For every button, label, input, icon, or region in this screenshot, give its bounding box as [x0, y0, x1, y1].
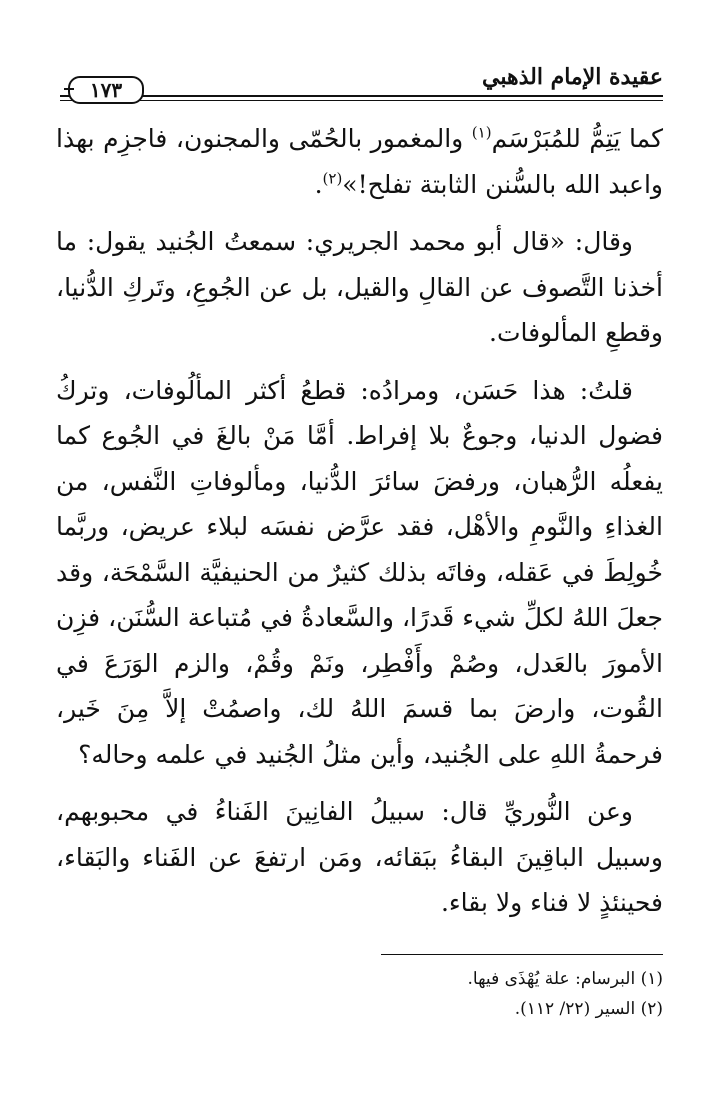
- header-rule-thin: [60, 100, 663, 101]
- main-text: [56, 116, 663, 926]
- header-rule: [60, 95, 663, 97]
- paragraph-text: والمغمور بالحُمّى والمجنون، فاجزِم بهذا واعبد الله بالسُّنن الثابتة تفلح!»: [56, 124, 663, 199]
- page-number-badge: [68, 76, 144, 104]
- footnotes: [120, 964, 663, 1024]
- book-title: عقيدة الإمام الذهبي: [482, 64, 663, 90]
- running-header: [60, 62, 663, 104]
- footnote-ref-1: (١): [471, 123, 492, 142]
- footnote-separator: [381, 954, 663, 955]
- paragraph-3: [56, 368, 663, 778]
- footnote-2: (٢) السير (٢٢/ ١١٢).: [514, 999, 663, 1019]
- footnote-1: (١) البرسام: علة يُهْذَى فيها.: [467, 969, 663, 989]
- paragraph-text: كما يَتِمُّ للمُبَرْسَم: [491, 124, 664, 153]
- footnote-ref-2: (٢): [322, 169, 343, 188]
- paragraph-4: [56, 789, 663, 926]
- paragraph-1: [56, 116, 663, 207]
- paragraph-2: [56, 219, 663, 356]
- paragraph-text: .: [314, 169, 323, 199]
- page-number: ١٧٣: [89, 78, 123, 102]
- paragraph-text: قلتُ: هذا حَسَن، ومرادُه: قطعُ أكثر المألُوفات، وتركُ فضول الدنيا، وجوعٌ بلا إفراط. أمَّا مَنْ بالغَ في الجُوع كما يفعلُه الرُّهبان، ورفضَ سائرَ الدُّنيا، ومألوفاتِ النَّفس، من الغذاءِ والنَّومِ والأهْل، فقد عرَّض نفسَه لبلاء عريض، وربَّما خُولِطَ في عَقله، وفاتَه بذلك كثيرٌ من الحنيفيَّة السَّمْحَة، وقد جعلَ اللهُ لكلِّ شيء قَدرًا، والسَّعادةُ في مُتباعة السُّنَن، فزِن الأمورَ بالعَدل، وصُمْ وأَفْطِر، ونَمْ وقُمْ، والزم الوَرَعَ في القُوت، وارضَ بما قسمَ اللهُ لك، واصمُتْ إلاَّ مِنَ خَير، فرحمةُ اللهِ على الجُنيد، وأين مثلُ الجُنيد في علمه وحاله؟: [56, 375, 663, 769]
- paragraph-text: وقال: «قال أبو محمد الجريري: سمعتُ الجُنيد يقول: ما أخذنا التَّصوف عن القالِ والقيل، بل عن الجُوعِ، وتَركِ الدُّنيا، وقطعِ المألوفات.: [56, 227, 663, 347]
- badge-tail-ornament: [64, 88, 74, 90]
- paragraph-text: وعن النُّوريِّ قال: سبيلُ الفانِينَ الفَناءُ في محبوبهم، وسبيل الباقِينَ البقاءُ ببَقائه، ومَن ارتفعَ عن الفَناء والبَقاء، فحينئذٍ لا فناء ولا بقاء.: [56, 797, 663, 917]
